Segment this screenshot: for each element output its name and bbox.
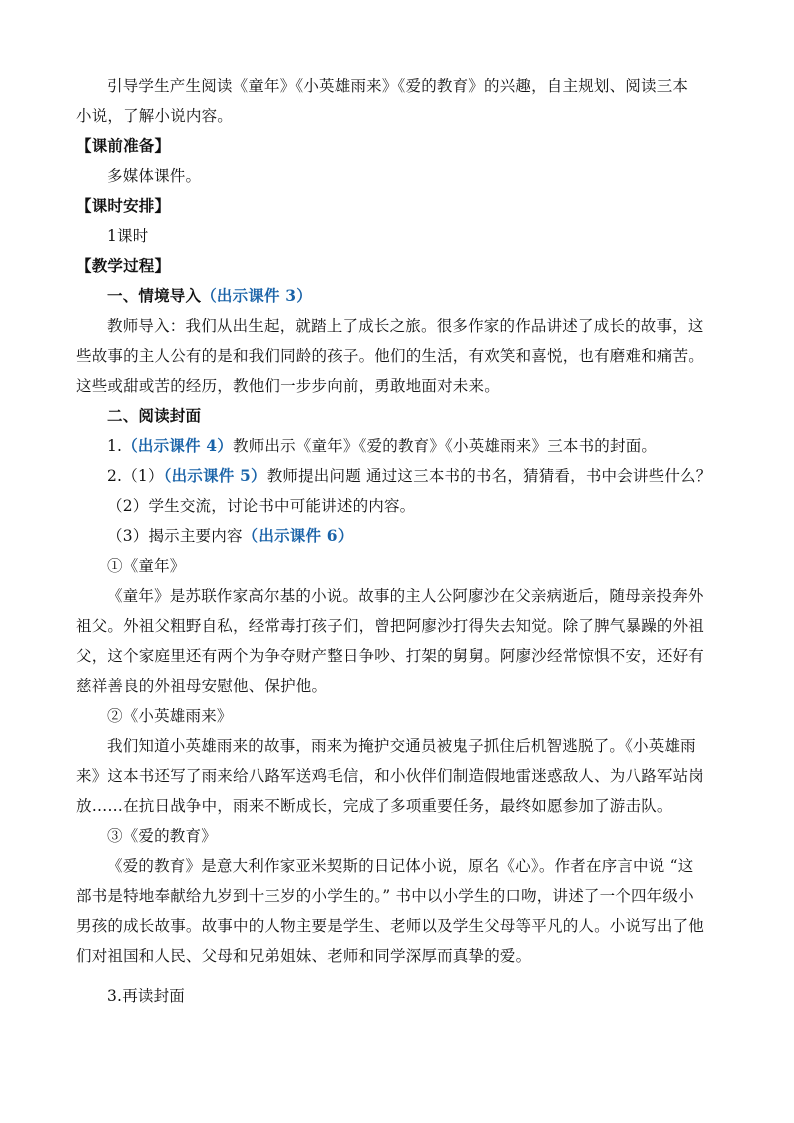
courseware-tag-6: （出示课件 6） bbox=[242, 526, 354, 545]
prep-content: 多媒体课件。 bbox=[107, 167, 202, 185]
book-3-line-1: 《爱的教育》是意大利作家亚米契斯的日记体小说，原名《心》。作者在序言中说 “这 bbox=[107, 857, 694, 875]
book-1-line-1: 《童年》是苏联作家高尔基的小说。故事的主人公阿廖沙在父亲病逝后，随母亲投奔外 bbox=[107, 587, 704, 605]
item-1-number: 1. bbox=[107, 437, 123, 455]
courseware-tag-3: （出示课件 3） bbox=[201, 286, 312, 305]
item-2-2: （2）学生交流，讨论书中可能讲述的内容。 bbox=[107, 497, 416, 515]
book-1-line-4: 慈祥善良的外祖母安慰他、保护他。 bbox=[76, 677, 328, 695]
courseware-tag-4: （出示课件 4） bbox=[122, 436, 233, 455]
prep-heading: 【课前准备】 bbox=[76, 136, 171, 155]
schedule-content: 1课时 bbox=[107, 227, 149, 245]
book-3-title: ③《爱的教育》 bbox=[107, 827, 217, 845]
book-2-title: ②《小英雄雨来》 bbox=[107, 707, 233, 725]
book-3-line-3: 男孩的成长故事。故事中的人物主要是学生、老师以及学生父母等平凡的人。小说写出了他 bbox=[76, 917, 705, 935]
schedule-heading: 【课时安排】 bbox=[76, 196, 171, 215]
book-2-line-2: 来》这本书还写了雨来给八路军送鸡毛信，和小伙伴们制造假地雷迷惑敌人、为八路军站岗 bbox=[76, 767, 705, 785]
book-2-line-1: 我们知道小英雄雨来的故事，雨来为掩护交通员被鬼子抓住后机智逃脱了。《小英雄雨 bbox=[107, 737, 696, 755]
section-1-title: 一、情境导入 bbox=[107, 286, 202, 305]
item-1 bbox=[107, 436, 757, 456]
item-3: 3.再读封面 bbox=[107, 987, 185, 1005]
book-1-line-2: 祖父。外祖父粗野自私，经常毒打孩子们，曾把阿廖沙打得失去知觉。除了脾气暴躁的外祖 bbox=[76, 617, 705, 635]
item-2-3-text: （3）揭示主要内容 bbox=[107, 527, 243, 545]
intro-line-2: 小说，了解小说内容。 bbox=[76, 107, 234, 125]
book-1-line-3: 父，这个家庭里还有两个为争夺财产整日争吵、打架的舅舅。阿廖沙经常惊惧不安，还好有 bbox=[76, 647, 705, 665]
item-1-text: 教师出示《童年》《爱的教育》《小英雄雨来》三本书的封面。 bbox=[233, 437, 658, 455]
book-1-title: ①《童年》 bbox=[107, 557, 186, 575]
process-heading: 【教学过程】 bbox=[76, 256, 171, 275]
section-1-para-line-3: 这些或甜或苦的经历，教他们一步步向前，勇敢地面对未来。 bbox=[76, 377, 500, 395]
courseware-tag-5: （出示课件 5） bbox=[163, 466, 267, 485]
item-2-number: 2.（1） bbox=[107, 467, 164, 485]
book-3-line-4: 们对祖国和人民、父母和兄弟姐妹、老师和同学深厚而真挚的爱。 bbox=[76, 947, 532, 965]
section-1-heading bbox=[107, 286, 757, 306]
book-2-line-3: 放……在抗日战争中，雨来不断成长，完成了多项重要任务，最终如愿参加了游击队。 bbox=[76, 797, 673, 815]
section-1-para-line-1: 教师导入：我们从出生起，就踏上了成长之旅。很多作家的作品讲述了成长的故事，这 bbox=[107, 317, 704, 335]
item-2-1 bbox=[107, 466, 757, 486]
item-2-text: 教师提出问题 通过这三本书的书名，猜猜看，书中会讲些什么？ bbox=[266, 467, 712, 485]
intro-line-1: 引导学生产生阅读《童年》《小英雄雨来》《爱的教育》的兴趣，自主规划、阅读三本 bbox=[107, 77, 689, 95]
book-3-line-2: 部书是特地奉献给九岁到十三岁的小学生的。” 书中以小学生的口吻，讲述了一个四年级小 bbox=[76, 887, 694, 905]
item-2-3 bbox=[107, 526, 757, 546]
section-2-title: 二、阅读封面 bbox=[107, 406, 202, 425]
section-1-para-line-2: 些故事的主人公有的是和我们同龄的孩子。他们的生活，有欢笑和喜悦，也有磨难和痛苦。 bbox=[76, 347, 705, 365]
